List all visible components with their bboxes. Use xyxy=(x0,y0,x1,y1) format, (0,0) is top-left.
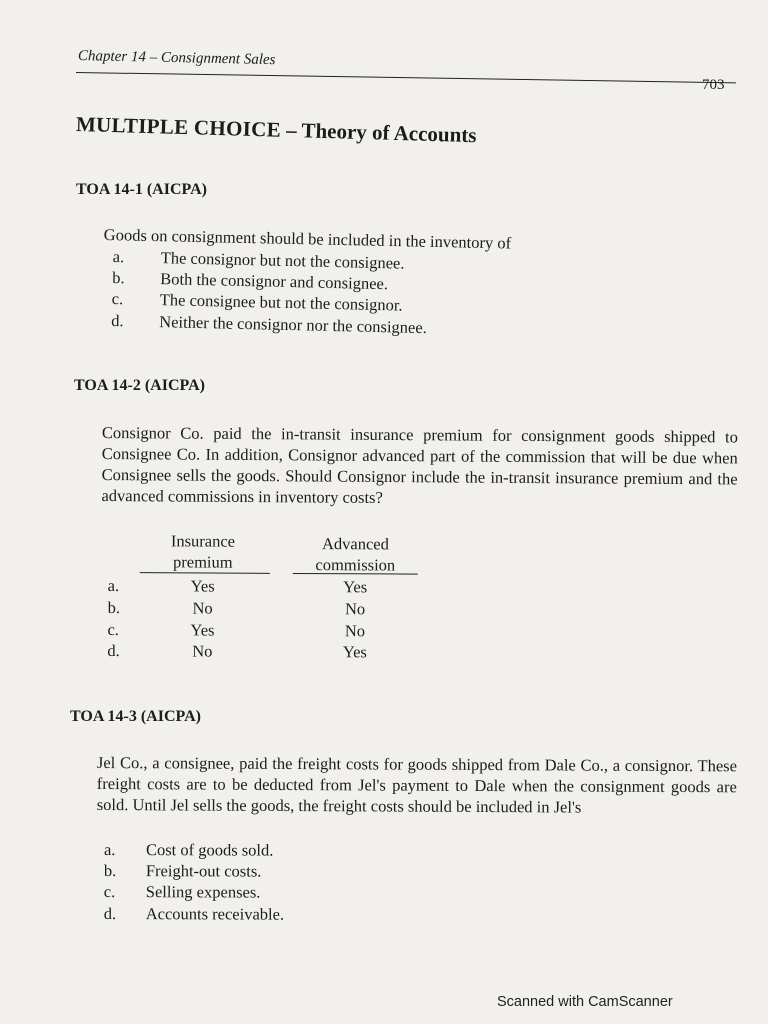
choice-b: b. Freight-out costs. xyxy=(103,861,262,881)
choice-d: d. Accounts receivable. xyxy=(103,903,285,924)
question-heading-2: TOA 14-2 (AICPA) xyxy=(74,377,205,394)
choice-b: b. Both the consignor and consignee. xyxy=(112,268,389,294)
page-number: 703 xyxy=(702,77,725,93)
choice-list-1 xyxy=(111,246,428,338)
table-row: a. Yes Yes xyxy=(107,575,368,597)
choice-list-3 xyxy=(104,839,285,924)
title-main: MULTIPLE CHOICE xyxy=(75,112,282,142)
header-underline xyxy=(140,572,270,574)
chapter-header: Chapter 14 – Consignment Sales xyxy=(77,48,276,69)
choice-d: d. Neither the consignor nor the consignee. xyxy=(111,310,428,337)
choice-c: c. Selling expenses. xyxy=(103,882,261,902)
header-rule xyxy=(76,72,736,83)
column-header-commission: Advanced commission xyxy=(315,534,396,575)
column-header-insurance: Insurance premium xyxy=(170,531,236,572)
table-row: b. No No xyxy=(107,597,366,619)
scanner-watermark: Scanned with CamScanner xyxy=(497,994,673,1010)
choice-a: a. The consignor but not the consignee. xyxy=(112,246,405,273)
question-text-2: Consignor Co. paid the in-transit insurance premium for consignment goods shipped to Consignee Co. In addition, Consignor advanced part of the commission that will be due when Consignee sells the goods. Should Consignor include the in-transit insurance premium and the advanced commissions in inventory costs? xyxy=(101,422,738,507)
title-sub: – Theory of Accounts xyxy=(280,117,477,148)
question-heading-1: TOA 14-1 (AICPA) xyxy=(76,181,207,198)
table-row: c. Yes No xyxy=(107,619,366,641)
question-text-1: Goods on consignment should be included in the inventory of xyxy=(103,224,512,253)
table-row: d. No Yes xyxy=(107,640,367,662)
choice-a: a. Cost of goods sold. xyxy=(103,840,274,860)
choice-c: c. The consignee but not the consignor. xyxy=(111,289,403,315)
page-title xyxy=(76,112,477,148)
question-heading-3: TOA 14-3 (AICPA) xyxy=(70,708,201,725)
question-text-3: Jel Co., a consignee, paid the freight costs for goods shipped from Dale Co., a consignor. These freight costs are to be deducted from Jel's payment to Dale when the consignment goods are sold. Until Jel sells the goods, the freight costs should be included in Jel's xyxy=(96,753,737,817)
